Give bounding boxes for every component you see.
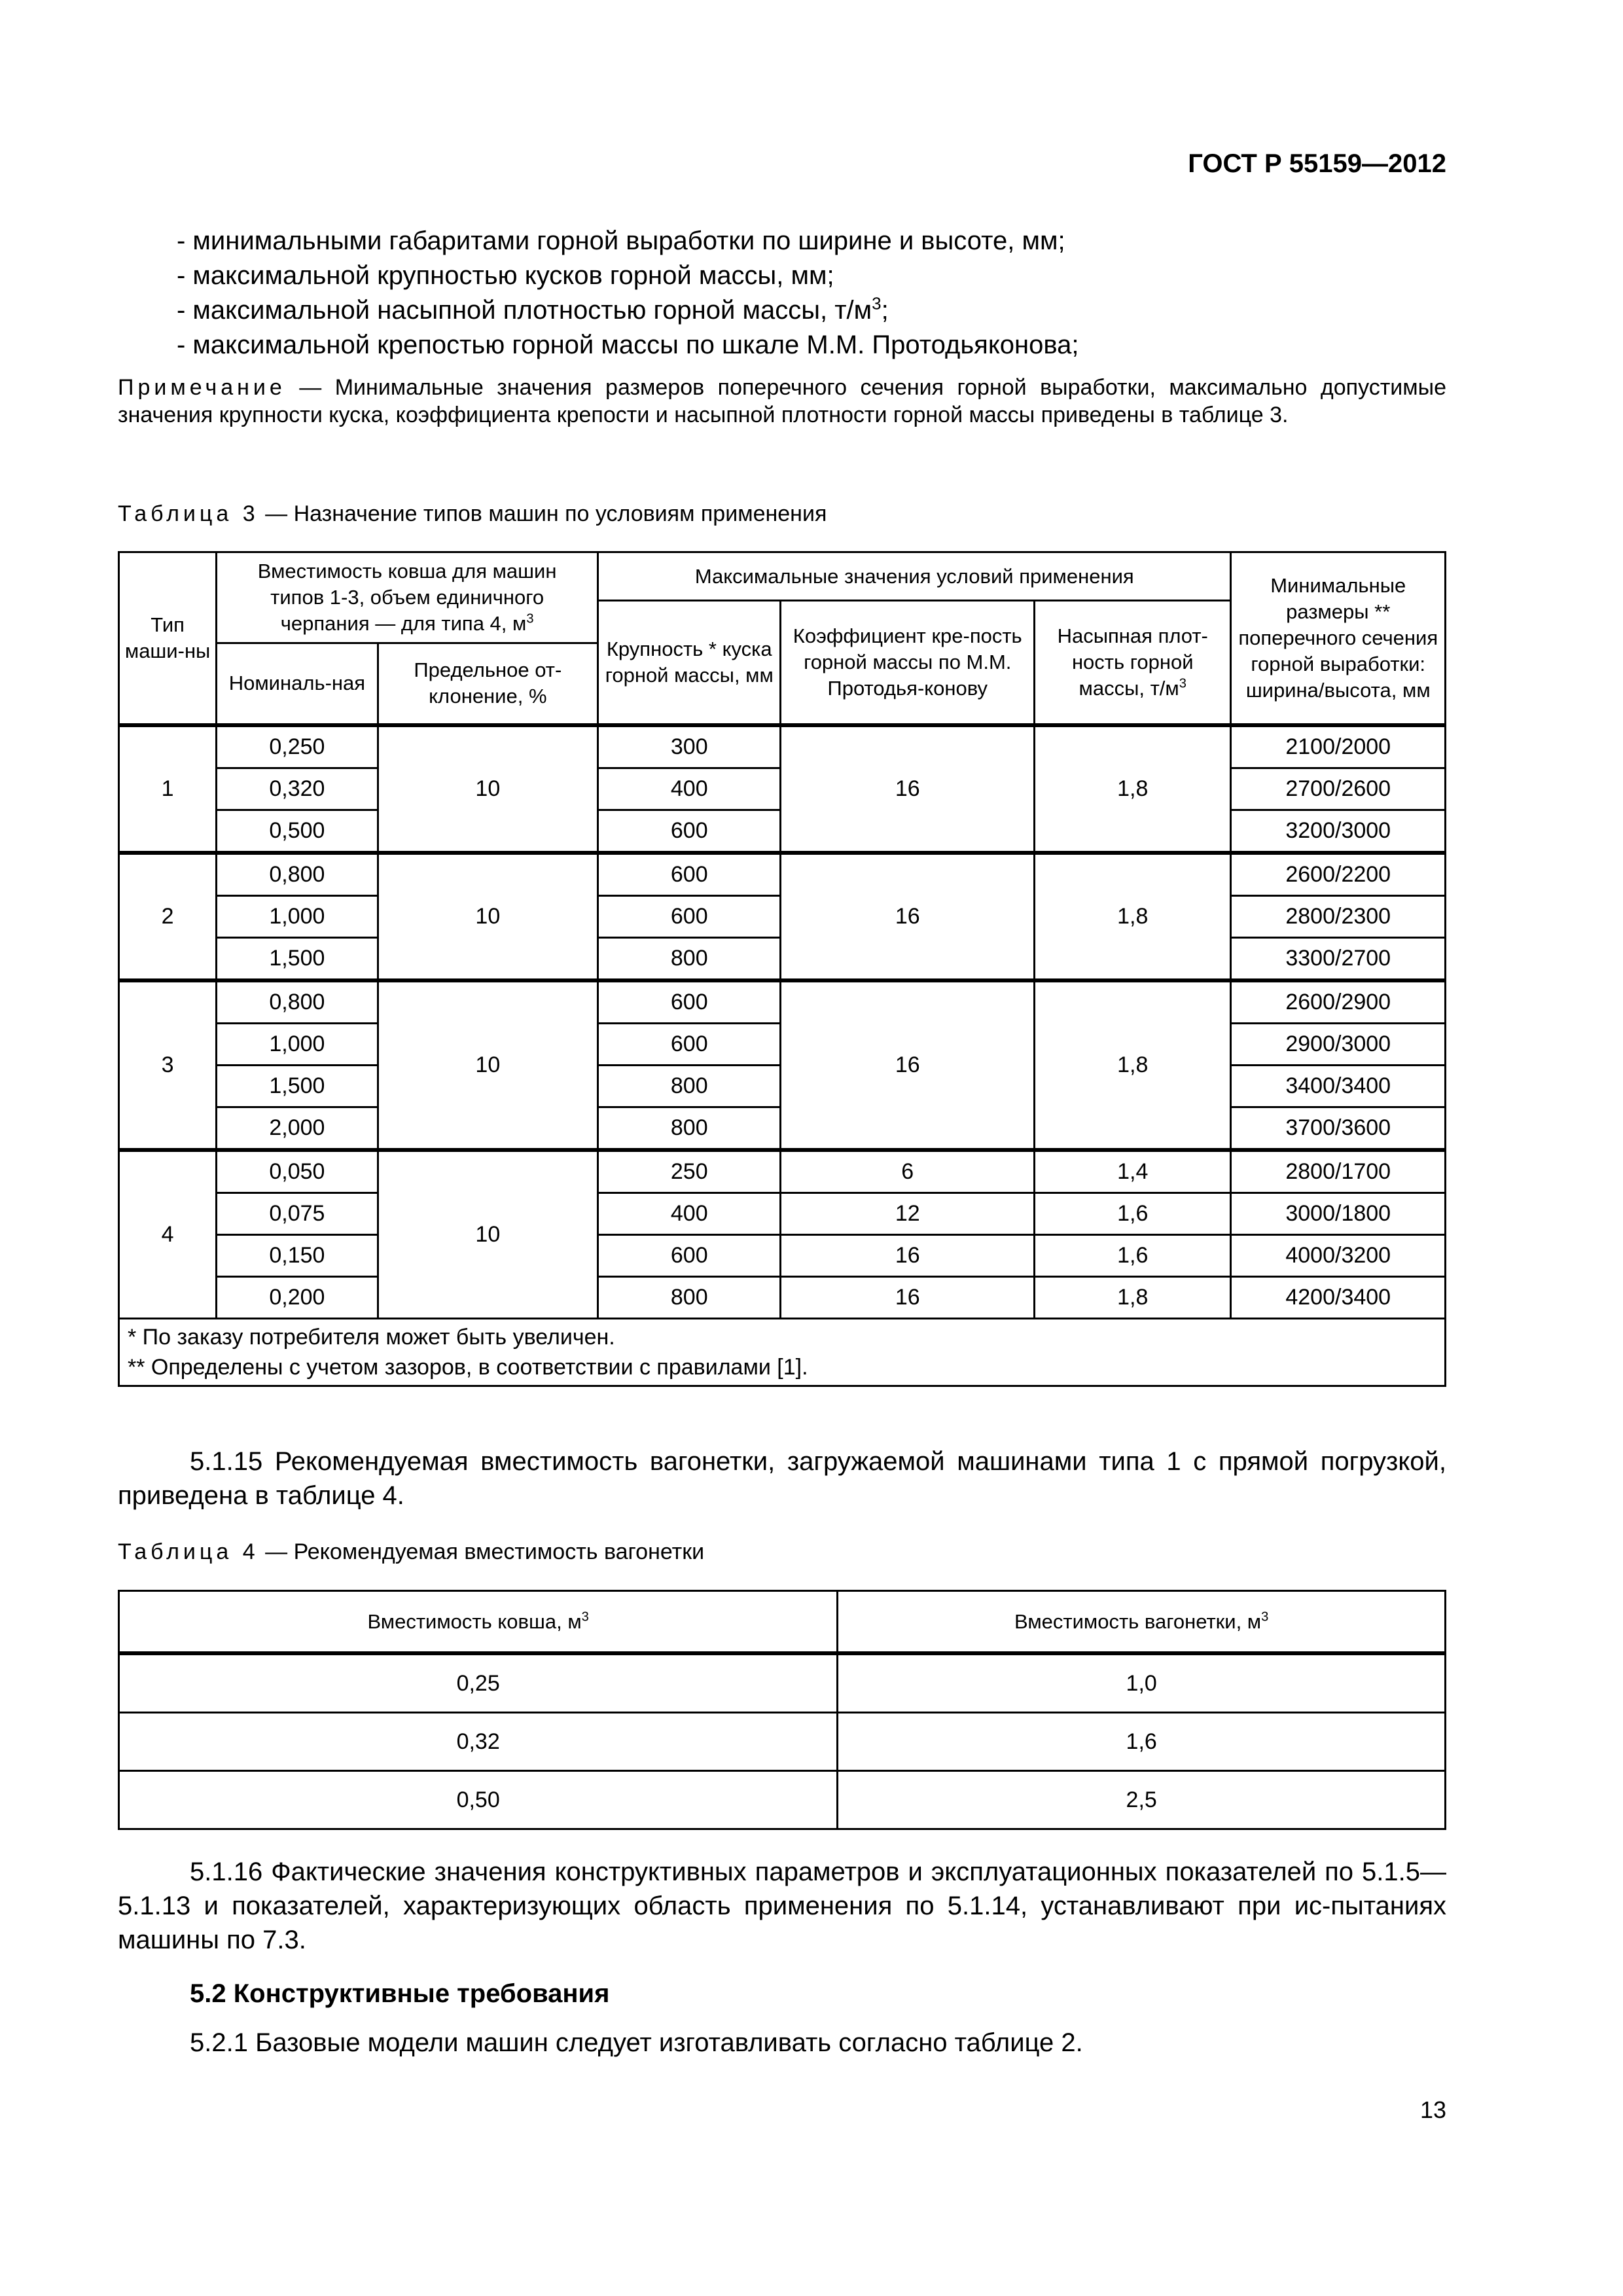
lump-cell: 600 — [598, 1023, 781, 1065]
header-bucket-capacity: Вместимость ковша, $м^3$ — [119, 1591, 838, 1654]
nominal-cell: 0,320 — [217, 768, 378, 810]
nominal-cell: 0,250 — [217, 725, 378, 768]
lump-cell: 250 — [598, 1150, 781, 1193]
page-number: 13 — [1419, 2096, 1446, 2123]
list-item: - максимальной насыпной плотностью горной массы, $т/м^3$; — [177, 293, 889, 325]
table-row: 0,50 2,5 — [119, 1771, 1446, 1829]
lump-cell: 400 — [598, 768, 781, 810]
list-item: - минимальными габаритами горной выработки по ширине и высоте, мм; — [177, 226, 1065, 255]
table4-caption: Таблица 4 — Рекомендуемая вместимость вагонетки — [118, 1539, 705, 1564]
dims-cell: 2800/2300 — [1231, 895, 1446, 937]
table-3 — [118, 551, 1446, 1387]
type-cell: 1 — [119, 725, 217, 853]
nominal-cell: 1,500 — [217, 937, 378, 980]
deviation-cell: 10 — [378, 1150, 597, 1319]
lump-cell: 300 — [598, 725, 781, 768]
dims-cell: 3700/3600 — [1231, 1107, 1446, 1150]
table3-caption: Таблица 3 — Назначение типов машин по условиям применения — [118, 501, 827, 526]
dims-cell: 3000/1800 — [1231, 1193, 1446, 1234]
header-min-dims: Минимальные размеры ** поперечного сечения горной выработки: ширина/высота, мм — [1231, 552, 1446, 725]
requirements-list — [177, 224, 1079, 363]
table-row: 0,32 1,6 — [119, 1713, 1446, 1771]
section-heading: 5.2 Конструктивные требования — [190, 1979, 610, 2008]
note-label: Примечание — [118, 375, 286, 400]
lump-cell: 600 — [598, 810, 781, 853]
table-row — [119, 980, 1446, 1024]
table-row — [119, 725, 1446, 768]
strength-cell: 6 — [781, 1150, 1035, 1193]
deviation-cell: 10 — [378, 853, 597, 980]
header-max-conditions: Максимальные значения условий применения — [598, 552, 1231, 601]
lump-cell: 600 — [598, 1234, 781, 1276]
nominal-cell: 1,000 — [217, 895, 378, 937]
nominal-cell: 1,500 — [217, 1065, 378, 1107]
strength-cell: 16 — [781, 725, 1035, 853]
header-deviation: Предельное от-клонение, % — [378, 643, 597, 725]
lump-cell: 800 — [598, 1065, 781, 1107]
strength-cell: 12 — [781, 1193, 1035, 1234]
lump-cell: 400 — [598, 1193, 781, 1234]
dims-cell: 2600/2200 — [1231, 853, 1446, 896]
lump-cell: 800 — [598, 937, 781, 980]
header-density: Насыпная плот-ность горной массы, $т/м^3$ — [1035, 601, 1231, 725]
strength-cell: 16 — [781, 853, 1035, 980]
nominal-cell: 0,800 — [217, 853, 378, 896]
nominal-cell: 0,050 — [217, 1150, 378, 1193]
dims-cell: 4200/3400 — [1231, 1276, 1446, 1318]
nominal-cell: 2,000 — [217, 1107, 378, 1150]
header-capacity: Вместимость ковша для машин типов 1-3, объем единичного черпания — для типа 4, $м^3$ — [217, 552, 598, 643]
type-cell: 4 — [119, 1150, 217, 1319]
header-wagon-capacity: Вместимость вагонетки, $м^3$ — [838, 1591, 1446, 1654]
dims-cell: 2600/2900 — [1231, 980, 1446, 1024]
density-cell: 1,6 — [1035, 1193, 1231, 1234]
strength-cell: 16 — [781, 1276, 1035, 1318]
dims-cell: 3300/2700 — [1231, 937, 1446, 980]
nominal-cell: 1,000 — [217, 1023, 378, 1065]
header-strength: Коэффициент кре-пость горной массы по М.М. Протодья-конову — [781, 601, 1035, 725]
header-lump: Крупность * куска горной массы, мм — [598, 601, 781, 725]
dims-cell: 2100/2000 — [1231, 725, 1446, 768]
table-row — [119, 1150, 1446, 1193]
document-code: ГОСТ Р 55159—2012 — [1188, 149, 1446, 178]
strength-cell: 16 — [781, 980, 1035, 1150]
list-item: - максимальной крепостью горной массы по шкале М.М. Протодьяконова; — [177, 331, 1079, 359]
table-row — [119, 853, 1446, 896]
lump-cell: 800 — [598, 1107, 781, 1150]
table-4 — [118, 1590, 1446, 1830]
note-text: — Минимальные значения размеров поперечного сечения горной выработки, максимально допустимые значения крупности куска, коэффициента крепости и насыпной плотности горной массы приведены в таблице 3. — [118, 375, 1446, 427]
type-cell: 2 — [119, 853, 217, 980]
nominal-cell: 0,075 — [217, 1193, 378, 1234]
dims-cell: 3200/3000 — [1231, 810, 1446, 853]
header-type: Тип маши-ны — [119, 552, 217, 725]
type-cell: 3 — [119, 980, 217, 1150]
dims-cell: 4000/3200 — [1231, 1234, 1446, 1276]
table-row — [119, 1193, 1446, 1234]
nominal-cell: 0,500 — [217, 810, 378, 853]
table-row: 0,25 1,0 — [119, 1653, 1446, 1713]
footnote: ** Определены с учетом зазоров, в соответствии с правилами [1]. — [128, 1354, 808, 1380]
header-nominal: Номиналь-ная — [217, 643, 378, 725]
nominal-cell: 0,150 — [217, 1234, 378, 1276]
density-cell: 1,6 — [1035, 1234, 1231, 1276]
paragraph-5-1-16: 5.1.16 Фактические значения конструктивных параметров и эксплуатационных показателей по 5.1.5—5.1.13 и показателей, характеризующих область применения по 5.1.14, устанавливают при ис-пытаниях машины по 7.3. — [118, 1857, 1446, 1954]
deviation-cell: 10 — [378, 980, 597, 1150]
nominal-cell: 0,800 — [217, 980, 378, 1024]
density-cell: 1,8 — [1035, 980, 1231, 1150]
paragraph-5-2-1: 5.2.1 Базовые модели машин следует изготавливать согласно таблице 2. — [190, 2028, 1083, 2057]
dims-cell: 2900/3000 — [1231, 1023, 1446, 1065]
deviation-cell: 10 — [378, 725, 597, 853]
lump-cell: 800 — [598, 1276, 781, 1318]
paragraph-5-1-15: 5.1.15 Рекомендуемая вместимость вагонетки, загружаемой машинами типа 1 с прямой погрузкой, приведена в таблице 4. — [118, 1447, 1446, 1510]
density-cell: 1,8 — [1035, 853, 1231, 980]
note-paragraph — [118, 374, 1446, 429]
list-item: - максимальной крупностью кусков горной массы, мм; — [177, 261, 834, 290]
table-footnotes — [119, 1318, 1446, 1386]
strength-cell: 16 — [781, 1234, 1035, 1276]
footnote: * По заказу потребителя может быть увеличен. — [128, 1324, 615, 1350]
density-cell: 1,4 — [1035, 1150, 1231, 1193]
dims-cell: 2800/1700 — [1231, 1150, 1446, 1193]
density-cell: 1,8 — [1035, 1276, 1231, 1318]
table-row — [119, 1234, 1446, 1276]
nominal-cell: 0,200 — [217, 1276, 378, 1318]
dims-cell: 2700/2600 — [1231, 768, 1446, 810]
lump-cell: 600 — [598, 895, 781, 937]
lump-cell: 600 — [598, 980, 781, 1024]
lump-cell: 600 — [598, 853, 781, 896]
table-row — [119, 1276, 1446, 1318]
density-cell: 1,8 — [1035, 725, 1231, 853]
dims-cell: 3400/3400 — [1231, 1065, 1446, 1107]
